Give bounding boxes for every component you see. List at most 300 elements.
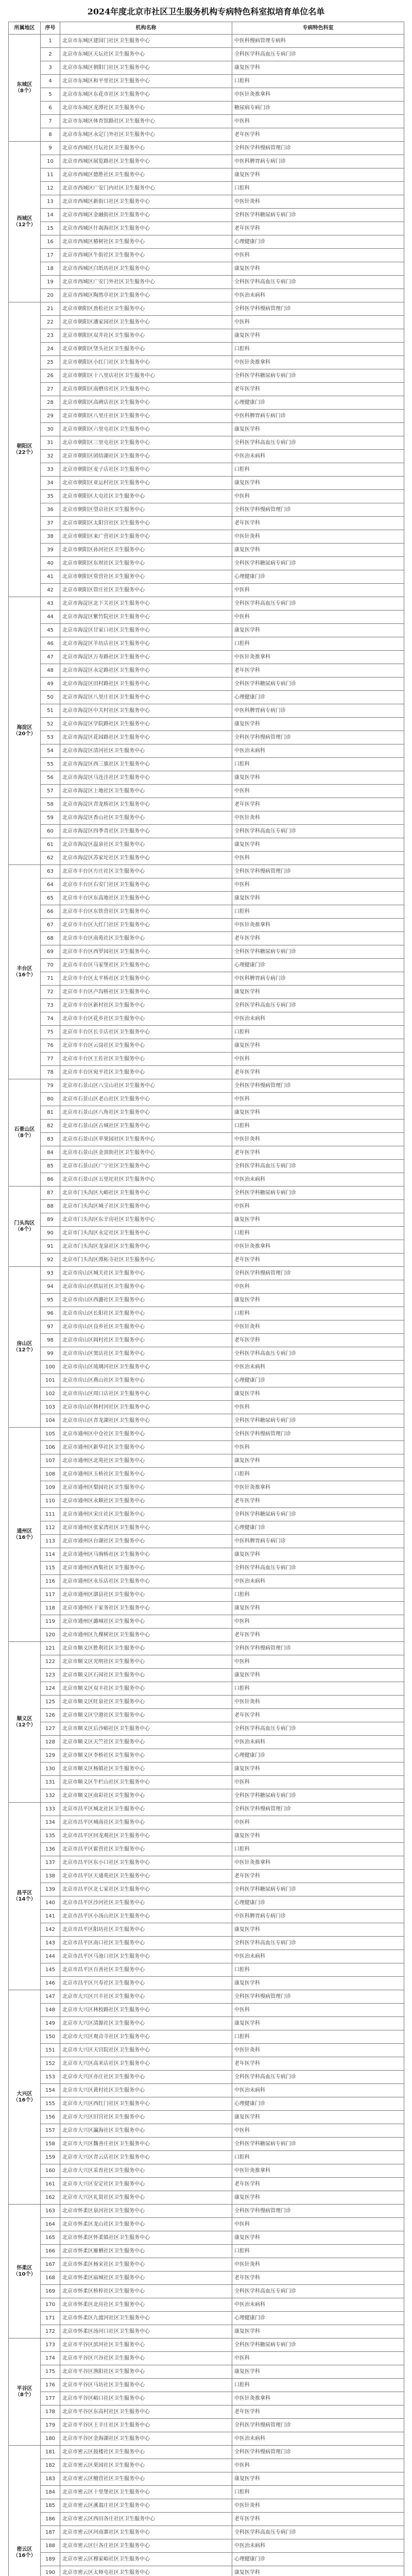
table-row	[9, 2526, 404, 2539]
row-index: 91	[41, 1240, 60, 1253]
department-name: 老年医学科	[232, 2513, 404, 2526]
institution-name: 北京市通州区玉桥社区卫生服务中心	[60, 1468, 232, 1481]
row-index: 159	[41, 2151, 60, 2164]
table-row	[9, 1133, 404, 1146]
institution-name: 北京市西城区牛街社区卫生服务中心	[60, 249, 232, 262]
table-row	[9, 1227, 404, 1240]
row-index: 126	[41, 1709, 60, 1722]
table-row	[9, 2472, 404, 2486]
row-index: 62	[41, 852, 60, 865]
department-name: 中医科	[232, 785, 404, 798]
department-name: 康复医学科	[232, 1923, 404, 1937]
department-name: 心理健康门诊	[232, 1749, 404, 1762]
row-index: 23	[41, 329, 60, 343]
department-name: 康复医学科	[232, 2231, 404, 2245]
department-name: 全科医学科高血压专病门诊	[232, 999, 404, 1012]
table-row	[9, 356, 404, 369]
row-index: 131	[41, 1776, 60, 1789]
department-name: 老年医学科	[232, 128, 404, 142]
table-row	[9, 2097, 404, 2111]
institution-name: 北京市昌平区霍营社区卫生服务中心	[60, 1843, 232, 1856]
region-cell	[9, 142, 41, 302]
row-index: 139	[41, 1883, 60, 1896]
table-row	[9, 1923, 404, 1937]
row-index: 82	[41, 1120, 60, 1133]
department-name: 中医针灸科	[232, 1696, 404, 1709]
institution-name: 北京市怀柔区泉河社区卫生服务中心	[60, 2205, 232, 2218]
institution-name: 北京市西城区月坛社区卫生服务中心	[60, 142, 232, 155]
row-index: 125	[41, 1696, 60, 1709]
row-index: 33	[41, 463, 60, 477]
department-name: 心理健康门诊	[232, 691, 404, 704]
department-name: 全科医学科高血压专病门诊	[232, 1347, 404, 1361]
department-name: 口腔科	[232, 2486, 404, 2499]
row-index: 51	[41, 704, 60, 718]
table-body	[9, 35, 404, 2576]
table-row	[9, 1736, 404, 1749]
table-row	[9, 2138, 404, 2151]
row-index: 162	[41, 2191, 60, 2205]
table-row	[9, 276, 404, 289]
department-name: 心理健康门诊	[232, 1521, 404, 1535]
institution-name: 北京市平谷区东高村社区卫生服务中心	[60, 2405, 232, 2419]
institution-name: 北京市顺义区杨镇社区卫生服务中心	[60, 1762, 232, 1776]
institution-name: 北京市海淀区马连洼社区卫生服务中心	[60, 771, 232, 785]
table-row	[9, 1870, 404, 1883]
region-count: （16个）	[13, 2552, 36, 2558]
row-index: 144	[41, 1950, 60, 1963]
department-name: 中医科	[232, 115, 404, 128]
table-row	[9, 584, 404, 597]
region-count: （10个）	[13, 2271, 36, 2277]
department-name: 中医科	[232, 584, 404, 597]
department-name: 糖尿病专病门诊	[232, 101, 404, 115]
table-row	[9, 1093, 404, 1106]
region-count: （12个）	[13, 1722, 36, 1728]
table-header-row	[9, 22, 404, 35]
table-row	[9, 2218, 404, 2231]
table-row	[9, 811, 404, 825]
region-cell	[9, 302, 41, 597]
table-row	[9, 115, 404, 128]
table-row	[9, 1629, 404, 1642]
department-name: 心理健康门诊	[232, 570, 404, 584]
row-index: 59	[41, 811, 60, 825]
department-name: 康复医学科	[232, 1829, 404, 1843]
institution-name: 北京市平谷区马坊社区卫生服务中心	[60, 2379, 232, 2392]
department-name: 全科医学科慢病管理门诊	[232, 865, 404, 878]
department-name: 全科医学科糖尿病专病门诊	[232, 2138, 404, 2151]
table-row	[9, 2432, 404, 2446]
region-name: 西城区	[16, 215, 32, 222]
table-row	[9, 2272, 404, 2285]
institution-name: 北京市石景山区金顶街社区卫生服务中心	[60, 1146, 232, 1160]
department-name: 中医科	[232, 2124, 404, 2138]
department-name: 口腔科	[232, 2379, 404, 2392]
institution-name: 北京市大兴区魏善庄社区卫生服务中心	[60, 2138, 232, 2151]
table-row	[9, 61, 404, 75]
institution-name: 北京市昌平区城南社区卫生服务中心	[60, 1816, 232, 1829]
department-name: 康复医学科	[232, 1669, 404, 1682]
row-index: 45	[41, 624, 60, 637]
table-row	[9, 785, 404, 798]
row-index: 103	[41, 1401, 60, 1414]
row-index: 87	[41, 1187, 60, 1200]
table-row	[9, 798, 404, 811]
row-index: 109	[41, 1481, 60, 1495]
table-row	[9, 1896, 404, 1910]
institution-name: 北京市门头沟区潭柘寺社区卫生服务中心	[60, 1253, 232, 1267]
department-name: 老年医学科	[232, 664, 404, 677]
table-row	[9, 450, 404, 463]
table-row	[9, 1602, 404, 1615]
institution-name: 北京市密云区巨各庄社区卫生服务中心	[60, 2539, 232, 2553]
table-row	[9, 128, 404, 142]
table-row	[9, 222, 404, 235]
table-row	[9, 771, 404, 785]
header-institution: 机构名称	[60, 22, 232, 35]
table-row	[9, 168, 404, 182]
institution-name: 北京市东城区天坛社区卫生服务中心	[60, 48, 232, 61]
table-row	[9, 302, 404, 316]
table-row	[9, 2071, 404, 2084]
institution-name: 北京市昌平区马池口社区卫生服务中心	[60, 1950, 232, 1963]
header-department: 专病特色科室	[232, 22, 404, 35]
institution-name: 北京市平谷区金海湖社区卫生服务中心	[60, 2432, 232, 2446]
row-index: 61	[41, 838, 60, 852]
table-row	[9, 1012, 404, 1026]
region-cell	[9, 1267, 41, 1428]
department-name: 老年医学科	[232, 1253, 404, 1267]
row-index: 187	[41, 2526, 60, 2539]
institution-name: 北京市海淀区上地社区卫生服务中心	[60, 785, 232, 798]
region-cell	[9, 1803, 41, 1990]
table-row	[9, 1588, 404, 1602]
row-index: 72	[41, 986, 60, 999]
row-index: 41	[41, 570, 60, 584]
department-name: 康复医学科	[232, 624, 404, 637]
institution-name: 北京市海淀区温泉社区卫生服务中心	[60, 838, 232, 852]
table-row	[9, 1187, 404, 1200]
row-index: 90	[41, 1227, 60, 1240]
table-row	[9, 1079, 404, 1093]
institution-name: 北京市东城区龙潭社区卫生服务中心	[60, 101, 232, 115]
department-name: 中医治未病科	[232, 1736, 404, 1749]
department-name: 口腔科	[232, 637, 404, 651]
table-row	[9, 744, 404, 758]
row-index: 184	[41, 2486, 60, 2499]
institution-name: 北京市怀柔区庙城社区卫生服务中心	[60, 2272, 232, 2285]
row-index: 122	[41, 1655, 60, 1669]
institution-name: 北京市海淀区八里庄社区卫生服务中心	[60, 691, 232, 704]
department-name: 全科医学科慢病管理门诊	[232, 142, 404, 155]
row-index: 186	[41, 2513, 60, 2526]
table-row	[9, 905, 404, 919]
table-row	[9, 1294, 404, 1307]
institution-name: 北京市门头沟区东辛房社区卫生服务中心	[60, 1213, 232, 1227]
row-index: 26	[41, 369, 60, 383]
department-name: 中医科脾胃病专病门诊	[232, 155, 404, 168]
department-name: 中医科	[232, 2004, 404, 2017]
table-row	[9, 1749, 404, 1762]
row-index: 147	[41, 1990, 60, 2004]
department-name: 中医治未病科	[232, 2432, 404, 2446]
table-row	[9, 423, 404, 436]
region-count: （14个）	[13, 1896, 36, 1902]
row-index: 36	[41, 503, 60, 517]
row-index: 167	[41, 2258, 60, 2272]
institution-name: 北京市丰台区右安门社区卫生服务中心	[60, 878, 232, 892]
department-name: 康复医学科	[232, 2365, 404, 2379]
department-name: 康复医学科	[232, 423, 404, 436]
institution-name: 北京市大兴区高米店社区卫生服务中心	[60, 2057, 232, 2071]
table-row	[9, 758, 404, 771]
row-index: 168	[41, 2272, 60, 2285]
table-row	[9, 1307, 404, 1320]
department-name: 中医治未病科	[232, 2298, 404, 2312]
table-row	[9, 664, 404, 677]
department-name: 全科医学科糖尿病专病门诊	[232, 945, 404, 959]
department-name: 全科医学科慢病管理门诊	[232, 1079, 404, 1093]
department-name: 全科医学科糖尿病专病门诊	[232, 209, 404, 222]
department-name: 中医针灸推拿科	[232, 1481, 404, 1495]
table-row	[9, 316, 404, 329]
table-row	[9, 878, 404, 892]
institution-name: 北京市通州区梨园社区卫生服务中心	[60, 1481, 232, 1495]
department-name: 老年医学科	[232, 1146, 404, 1160]
table-row	[9, 383, 404, 396]
row-index: 30	[41, 423, 60, 436]
row-index: 161	[41, 2178, 60, 2191]
institution-name: 北京市房山区窦店社区卫生服务中心	[60, 1347, 232, 1361]
row-index: 35	[41, 490, 60, 503]
row-index: 106	[41, 1441, 60, 1454]
institution-name: 北京市顺义区光明社区卫生服务中心	[60, 1655, 232, 1669]
region-name: 顺义区	[16, 1716, 32, 1722]
department-name: 中医科脾胃病专病门诊	[232, 704, 404, 718]
region-count: （16个）	[13, 1534, 36, 1540]
region-cell	[9, 2338, 41, 2446]
row-index: 155	[41, 2097, 60, 2111]
row-index: 163	[41, 2205, 60, 2218]
department-name: 中医针灸推拿科	[232, 88, 404, 101]
department-name: 心理健康门诊	[232, 2553, 404, 2566]
institution-name: 北京市怀柔区北房社区卫生服务中心	[60, 2298, 232, 2312]
table-row	[9, 597, 404, 611]
department-name: 中医科	[232, 1200, 404, 1213]
table-row	[9, 1950, 404, 1963]
department-name: 老年医学科	[232, 517, 404, 530]
department-name: 心理健康门诊	[232, 2312, 404, 2325]
department-name: 心理健康门诊	[232, 396, 404, 410]
table-row	[9, 1173, 404, 1187]
institution-name: 北京市房山区燕山社区卫生服务中心	[60, 1374, 232, 1387]
department-name: 中医治未病科	[232, 2539, 404, 2553]
institution-name: 北京市大兴区西红门社区卫生服务中心	[60, 2097, 232, 2111]
row-index: 132	[41, 1789, 60, 1803]
department-name: 口腔科	[232, 1307, 404, 1320]
department-name: 康复医学科	[232, 2325, 404, 2338]
department-name: 中医科	[232, 2218, 404, 2231]
department-name: 全科医学科糖尿病专病门诊	[232, 557, 404, 570]
institution-name: 北京市丰台区东高地社区卫生服务中心	[60, 892, 232, 905]
row-index: 150	[41, 2030, 60, 2044]
department-name: 中医科	[232, 611, 404, 624]
table-row	[9, 142, 404, 155]
region-name: 海淀区	[16, 724, 32, 731]
department-name: 康复医学科	[232, 1039, 404, 1053]
table-row	[9, 2499, 404, 2513]
institution-name: 北京市顺义区牛栏山社区卫生服务中心	[60, 1776, 232, 1789]
institution-name: 北京市通州区漷县社区卫生服务中心	[60, 1588, 232, 1602]
department-name: 中医科	[232, 1093, 404, 1106]
row-index: 15	[41, 222, 60, 235]
department-name: 老年医学科	[232, 1334, 404, 1347]
table-row	[9, 2566, 404, 2576]
institution-name: 北京市海淀区中关村社区卫生服务中心	[60, 704, 232, 718]
institution-name: 北京市西城区陶然亭社区卫生服务中心	[60, 289, 232, 302]
institution-name: 北京市平谷区滨河社区卫生服务中心	[60, 2338, 232, 2352]
table-row	[9, 410, 404, 423]
row-index: 52	[41, 718, 60, 731]
table-row	[9, 1696, 404, 1709]
department-name: 康复医学科	[232, 1387, 404, 1401]
department-name: 全科医学科慢病管理门诊	[232, 1267, 404, 1280]
institution-name: 北京市昌平区兴寿社区卫生服务中心	[60, 1977, 232, 1990]
institution-name: 北京市海淀区西三旗社区卫生服务中心	[60, 758, 232, 771]
department-name: 中医针灸科	[232, 2044, 404, 2057]
department-name: 全科医学科慢病管理门诊	[232, 302, 404, 316]
department-name: 心理健康门诊	[232, 2097, 404, 2111]
row-index: 69	[41, 945, 60, 959]
row-index: 24	[41, 343, 60, 356]
department-name: 全科医学科高血压专病门诊	[232, 2285, 404, 2298]
row-index: 98	[41, 1334, 60, 1347]
department-name: 全科医学科高血压专病门诊	[232, 276, 404, 289]
institution-name: 北京市丰台区马家堡社区卫生服务中心	[60, 959, 232, 972]
table-row	[9, 249, 404, 262]
institution-name: 北京市朝阳区团结湖社区卫生服务中心	[60, 450, 232, 463]
institution-name: 北京市石景山区老山社区卫生服务中心	[60, 1093, 232, 1106]
table-row	[9, 1977, 404, 1990]
row-index: 20	[41, 289, 60, 302]
table-row	[9, 48, 404, 61]
row-index: 55	[41, 758, 60, 771]
row-index: 5	[41, 88, 60, 101]
institution-name: 北京市怀柔区龙山社区卫生服务中心	[60, 2218, 232, 2231]
department-name: 口腔科	[232, 1588, 404, 1602]
institution-name: 北京市平谷区渔阳社区卫生服务中心	[60, 2365, 232, 2379]
table-row	[9, 88, 404, 101]
institution-name: 北京市房山区良乡社区卫生服务中心	[60, 1320, 232, 1334]
row-index: 40	[41, 557, 60, 570]
table-row	[9, 2258, 404, 2272]
institution-name: 北京市东城区和平里社区卫生服务中心	[60, 75, 232, 88]
department-name: 中医针灸科	[232, 1133, 404, 1146]
row-index: 99	[41, 1347, 60, 1361]
institution-name: 北京市房山区西潞社区卫生服务中心	[60, 1294, 232, 1307]
row-index: 89	[41, 1213, 60, 1227]
institution-name: 北京市海淀区花园路社区卫生服务中心	[60, 731, 232, 744]
row-index: 29	[41, 410, 60, 423]
institution-name: 北京市东城区东花市社区卫生服务中心	[60, 88, 232, 101]
table-row	[9, 1575, 404, 1588]
table-row	[9, 2057, 404, 2071]
department-name: 中医针灸推拿科	[232, 919, 404, 932]
department-name: 康复医学科	[232, 718, 404, 731]
institution-name: 北京市平谷区兴谷社区卫生服务中心	[60, 2352, 232, 2365]
region-cell	[9, 1079, 41, 1187]
table-row	[9, 731, 404, 744]
department-name: 老年医学科	[232, 932, 404, 945]
table-row	[9, 1481, 404, 1495]
institution-name: 北京市海淀区青龙桥社区卫生服务中心	[60, 798, 232, 811]
table-row	[9, 1106, 404, 1120]
institution-name: 北京市朝阳区六里屯社区卫生服务中心	[60, 423, 232, 436]
table-row	[9, 503, 404, 517]
institution-name: 北京市大兴区亦庄社区卫生服务中心	[60, 2071, 232, 2084]
table-row	[9, 1883, 404, 1896]
table-row	[9, 2017, 404, 2030]
row-index: 113	[41, 1535, 60, 1548]
institution-name: 北京市丰台区南苑社区卫生服务中心	[60, 932, 232, 945]
department-name: 老年医学科	[232, 1495, 404, 1508]
institution-name: 北京市大兴区旧宫社区卫生服务中心	[60, 2111, 232, 2124]
row-index: 49	[41, 677, 60, 691]
row-index: 50	[41, 691, 60, 704]
row-index: 27	[41, 383, 60, 396]
table-row	[9, 1441, 404, 1454]
department-name: 康复医学科	[232, 477, 404, 490]
row-index: 83	[41, 1133, 60, 1146]
department-name: 康复医学科	[232, 329, 404, 343]
table-row	[9, 235, 404, 249]
department-name: 口腔科	[232, 1120, 404, 1133]
region-cell	[9, 2446, 41, 2576]
institution-name: 北京市昌平区天通苑社区卫生服务中心	[60, 1870, 232, 1883]
department-name: 中医科	[232, 1441, 404, 1454]
table-row	[9, 1562, 404, 1575]
institution-name: 北京市丰台区东铁营社区卫生服务中心	[60, 905, 232, 919]
institution-name: 北京市丰台区大红门社区卫生服务中心	[60, 919, 232, 932]
table-row	[9, 892, 404, 905]
region-name: 密云区	[16, 2546, 32, 2552]
row-index: 10	[41, 155, 60, 168]
department-name: 口腔科	[232, 1227, 404, 1240]
row-index: 3	[41, 61, 60, 75]
institution-name: 北京市房山区长阳社区卫生服务中心	[60, 1307, 232, 1320]
row-index: 120	[41, 1629, 60, 1642]
institution-name: 北京市顺义区双丰社区卫生服务中心	[60, 1682, 232, 1696]
department-name: 中医科	[232, 2459, 404, 2472]
institution-name: 北京市顺义区南彩社区卫生服务中心	[60, 1789, 232, 1803]
institution-name: 北京市石景山区八宝山社区卫生服务中心	[60, 1079, 232, 1093]
row-index: 77	[41, 1053, 60, 1066]
department-name: 老年医学科	[232, 2272, 404, 2285]
institution-name: 北京市丰台区方庄社区卫生服务中心	[60, 865, 232, 878]
department-name: 中医针灸推拿科	[232, 356, 404, 369]
department-name: 康复医学科	[232, 771, 404, 785]
institution-name: 北京市通州区北苑社区卫生服务中心	[60, 1454, 232, 1468]
row-index: 154	[41, 2084, 60, 2097]
department-name: 中医科	[232, 1401, 404, 1414]
table-row	[9, 838, 404, 852]
institution-name: 北京市密云区檀营社区卫生服务中心	[60, 2472, 232, 2486]
row-index: 178	[41, 2405, 60, 2419]
institution-name: 北京市海淀区北下关社区卫生服务中心	[60, 597, 232, 611]
table-row	[9, 1508, 404, 1521]
institution-name: 北京市顺义区旺泉社区卫生服务中心	[60, 1696, 232, 1709]
